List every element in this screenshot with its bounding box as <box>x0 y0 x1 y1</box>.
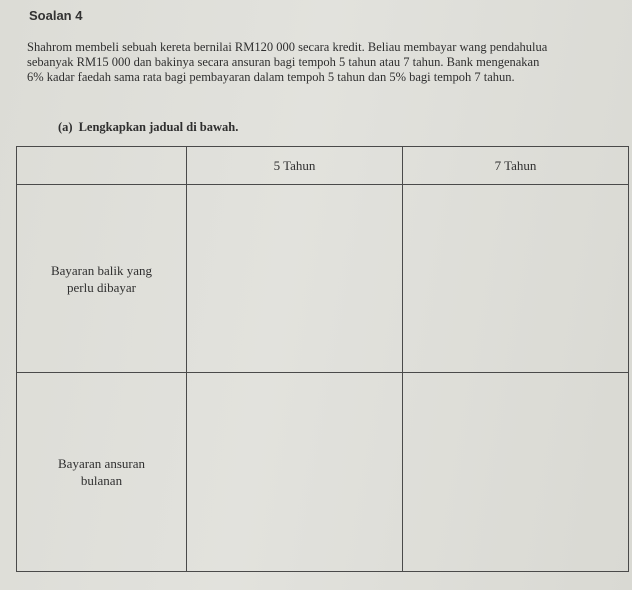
question-text <box>27 40 627 85</box>
row-label-line: bulanan <box>80 473 123 488</box>
part-a-text: Lengkapkan jadual di bawah. <box>78 120 239 134</box>
answer-cell-monthly-7-tahun[interactable] <box>403 373 629 572</box>
header-cell-5-tahun: 5 Tahun <box>187 147 403 185</box>
answer-cell-repayment-5-tahun[interactable] <box>187 185 403 373</box>
row-label-line: perlu dibayar <box>67 279 136 295</box>
table-header-row <box>17 147 629 185</box>
answer-cell-monthly-5-tahun[interactable] <box>187 373 403 572</box>
row-label-repayment <box>17 185 187 373</box>
header-cell-empty <box>17 147 187 185</box>
question-line: Shahrom membeli sebuah kereta bernilai RM120 000 secara kredit. Beliau membayar wang pendahulua <box>27 40 548 54</box>
part-a-instruction <box>58 120 238 135</box>
header-cell-7-tahun: 7 Tahun <box>403 147 629 185</box>
question-heading: Soalan 4 <box>29 8 83 23</box>
row-label-line: Bayaran ansuran <box>58 456 145 471</box>
answer-cell-repayment-7-tahun[interactable] <box>403 185 629 373</box>
part-a-number: (a) <box>58 120 73 134</box>
payment-schedule-table <box>16 146 629 572</box>
table-row <box>17 185 629 373</box>
table-row <box>17 373 629 572</box>
question-line: sebanyak RM15 000 dan bakinya secara ansuran bagi tempoh 5 tahun atau 7 tahun. Bank mengenakan <box>27 55 540 69</box>
row-label-monthly-installment <box>17 373 187 572</box>
question-line: 6% kadar faedah sama rata bagi pembayaran dalam tempoh 5 tahun dan 5% bagi tempoh 7 tahun. <box>27 70 515 84</box>
row-label-line: Bayaran balik yang <box>50 262 153 278</box>
